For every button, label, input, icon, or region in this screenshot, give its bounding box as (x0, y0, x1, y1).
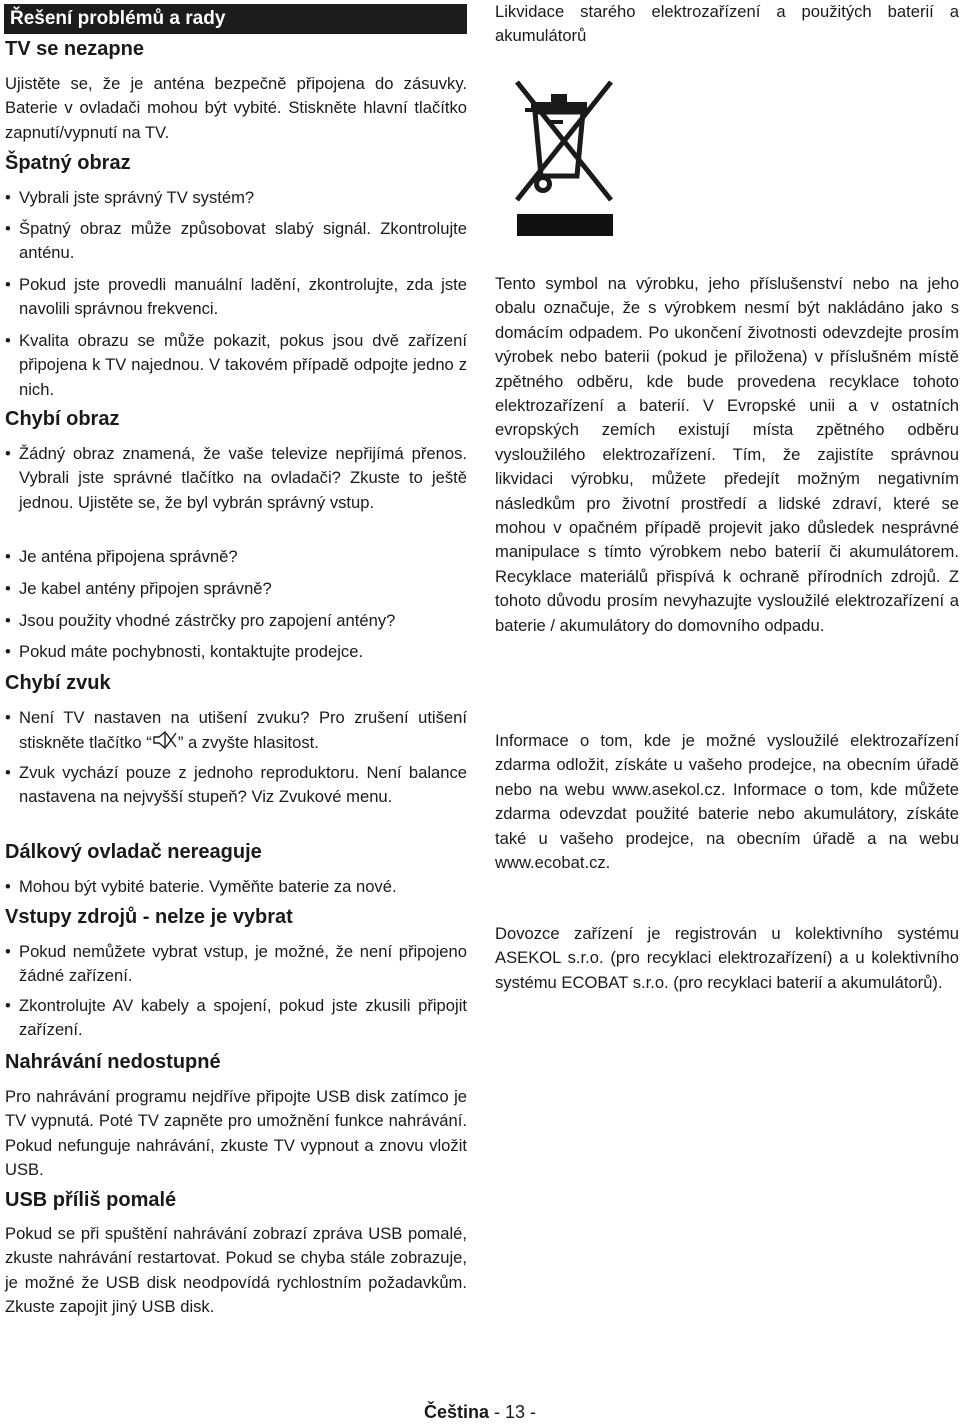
list-item: • Vybrali jste správný TV systém? (5, 186, 467, 210)
mute-icon (152, 730, 178, 757)
list-item: • Pokud nemůžete vybrat vstup, je možné, že není připojeno žádné zařízení. (5, 940, 467, 989)
disposal-paragraph-2: Informace o tom, kde je možné vysloužilé elektrozařízení zdarma odložit, získáte u vašeho prodejce, na obecním úřadě nebo na webu www.asekol.cz. Informace o tom, kde můžete zdarma odevzdat použité baterie nebo akumulátory, získáte také u vašeho prodejce, na obecním úřadě a na webu www.ecobat.cz. (495, 731, 959, 873)
list-item-text: Není TV nastaven na utišení zvuku? Pro zrušení utišení stiskněte tlačítko “ (19, 708, 467, 753)
list-item: • Špatný obraz může způsobovat slabý signál. Zkontrolujte anténu. (5, 217, 467, 266)
page-number: - 13 - (494, 1402, 537, 1422)
text-usb-slow: Pokud se při spuštění nahrávání zobrazí zpráva USB pomalé, zkuste nahrávání restartovat. Pokud se chyba stále zobrazuje, je možné že USB disk neodpovídá rychlostním požadavkům. Zkuste zapojit jiný USB disk. (5, 1224, 467, 1317)
heading-inputs: Vstupy zdrojů - nelze je vybrat (5, 906, 293, 928)
heading-recording: Nahrávání nedostupné (5, 1051, 221, 1073)
list-item: • Je kabel antény připojen správně? (5, 577, 467, 601)
crossed-out-wheeled-bin-icon (511, 76, 621, 247)
list-item: • Žádný obraz znamená, že vaše televize nepřijímá přenos. Vybrali jste správné tlačítko na ovladači? Zkuste to ještě jednou. Ujistěte se, že byl vybrán správný vstup. (5, 442, 467, 515)
list-item: • Zkontrolujte AV kabely a spojení, pokud jste zkusili připojit zařízení. (5, 994, 467, 1043)
list-item: • Je anténa připojena správně? (5, 545, 467, 569)
heading-usb-slow: USB příliš pomalé (5, 1189, 177, 1211)
disposal-paragraph-3: Dovozce zařízení je registrován u kolektivního systému ASEKOL s.r.o. (pro recyklaci elektrozařízení) a u kolektivního systému ECOBAT s.r.o. (pro recyklaci baterií a akumulátorů). (495, 924, 959, 992)
heading-no-sound: Chybí zvuk (5, 672, 111, 694)
list-item: • Pokud máte pochybnosti, kontaktujte prodejce. (5, 640, 467, 664)
list-item-text: ” a zvyšte hlasitost. (177, 733, 319, 753)
text-tv-not-on: Ujistěte se, že je anténa bezpečně připojena do zásuvky. Baterie v ovladači mohou být vybité. Stiskněte hlavní tlačítko zapnutí/vypnutí na TV. (5, 74, 467, 142)
footer-language: Čeština (423, 1402, 489, 1422)
disposal-title: Likvidace starého elektrozařízení a použitých baterií a akumulátorů (495, 2, 959, 45)
heading-tv-not-on: TV se nezapne (5, 38, 144, 60)
list-item: • Pokud jste provedli manuální ladění, zkontrolujte, zda jste navolili správnou frekvenci. (5, 273, 467, 322)
text-recording: Pro nahrávání programu nejdříve připojte USB disk zatímco je TV vypnutá. Poté TV zapněte pro umožnění funkce nahrávání. Pokud nefunguje nahrávání, zkuste TV vypnout a znovu vložit USB. (5, 1087, 467, 1180)
heading-remote: Dálkový ovladač nereaguje (5, 841, 262, 863)
list-item: • Kvalita obrazu se může pokazit, pokus jsou dvě zařízení připojena k TV najednou. V takovém případě odpojte jedno z nich. (5, 329, 467, 402)
list-item: • Zvuk vychází pouze z jednoho reproduktoru. Není balance nastavena na nejvyšší stupeň? Viz Zvukové menu. (5, 761, 467, 810)
list-item: • Jsou použity vhodné zástrčky pro zapojení antény? (5, 609, 467, 633)
list-item: • Mohou být vybité baterie. Vyměňte baterie za nové. (5, 875, 467, 899)
page-footer (0, 1402, 960, 1423)
disposal-paragraph-1: Tento symbol na výrobku, jeho příslušenství nebo na jeho obalu označuje, že s výrobkem nesmí být nakládáno jako s domácím odpadem. Po ukončení životnosti odevzdejte prosím výrobek nebo baterii (pokud je přiložena) v příslušném místě zpětného odběru, kde bude provedena recyklace tohoto elektrozařízení a baterií. V Evropské unii a v ostatních evropských zemích existují místa zpětného odběru vysloužilého elektrozařízení. Tím, že zajistíte správnou likvidaci výrobku, můžete předejít možným negativním následkům pro životní prostředí a lidské zdraví, které se mohou v opačném případě projevit jako důsledek nesprávné manipulace s tímto výrobkem nebo baterií či akumulátorem. Recyklace materiálů přispívá k ochraně přírodních zdrojů. Z tohoto důvodu prosím nevyhazujte vysloužilé elektrozařízení a baterie / akumulátory do domovního odpadu. (495, 274, 959, 635)
heading-no-picture: Chybí obraz (5, 408, 120, 430)
heading-bad-picture: Špatný obraz (5, 152, 131, 174)
list-item (5, 706, 467, 758)
section-banner: Řešení problémů a rady (4, 4, 467, 34)
